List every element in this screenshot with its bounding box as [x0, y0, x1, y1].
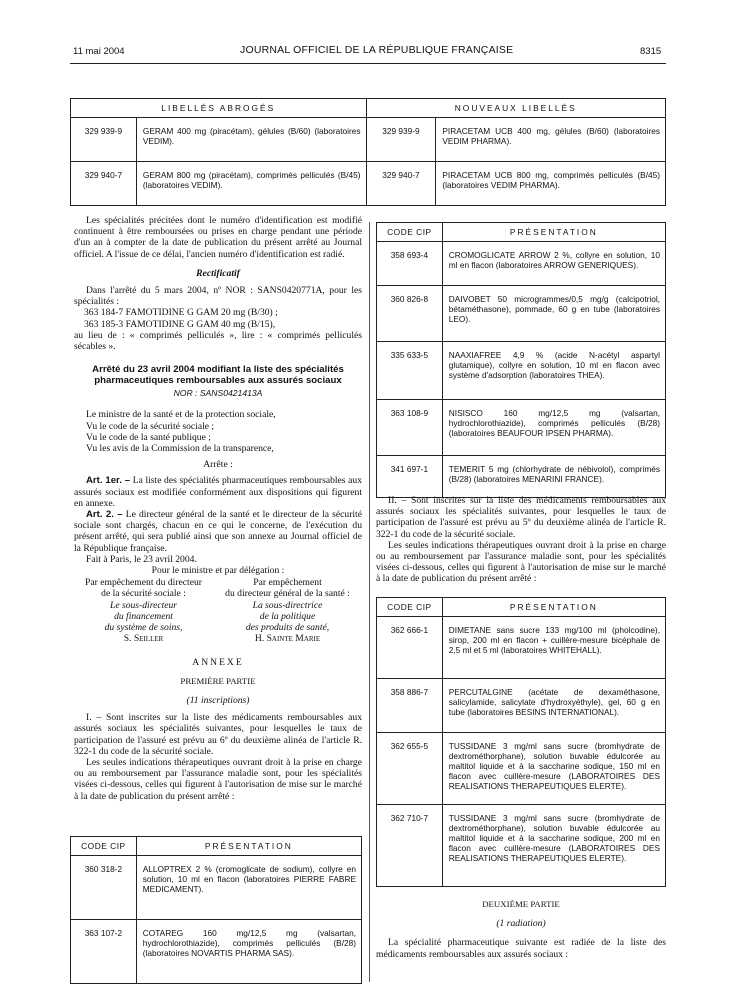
deuxieme-partie: [376, 899, 666, 960]
article-label: Art. 2. –: [86, 509, 123, 521]
col-header-nouveaux: NOUVEAUX LIBELLÉS: [366, 99, 666, 118]
col-header-code: CODE CIP: [71, 837, 137, 856]
top-table: [70, 98, 666, 206]
header-date: 11 mai 2004: [73, 46, 125, 57]
section-subtitle: (1 radiation): [496, 918, 546, 930]
signature-line: de la sécurité sociale :: [101, 588, 186, 600]
paragraph: Vu les avis de la Commission de la transparence,: [86, 443, 274, 455]
desc-cell: GERAM 400 mg (piracétam), gélules (B/60) (laboratoires VEDIM).: [136, 118, 366, 162]
paragraph: Le ministre de la santé et de la protection sociale,: [86, 409, 276, 421]
paragraph: Les spécialités précitées dont le numéro d'identification est modifié continuent à être remboursées ou prises en charge pendant une période d'un an à compter de la date de publication du présent arrêté au Journal officiel. A l'issue de ce délai, l'ancien numéro d'identification est radié.: [74, 215, 362, 260]
code-cell: 341 697-1: [377, 456, 443, 498]
paragraph: Pour le ministre et par délégation :: [151, 565, 285, 577]
code-cell: 329 939-9: [366, 118, 436, 162]
desc-cell: CROMOGLICATE ARROW 2 %, collyre en solution, 10 ml en flacon (laboratoires ARROW GENERIQUES).: [442, 242, 665, 286]
desc-cell: PERCUTALGINE (acétate de dexaméthasone, salicylamide, salicylate d'hydroxyéthyle), gel, 60 g en tube (laboratoires BESINS INTERNATIONAL).: [442, 679, 665, 733]
table-row: [377, 805, 666, 887]
paragraph: Fait à Paris, le 23 avril 2004.: [86, 553, 197, 565]
paragraph: au lieu de : « comprimés pelliculés », lire : « comprimés pelliculés sécables ».: [74, 329, 362, 353]
col-header-code: CODE CIP: [377, 223, 443, 242]
signature-line: La sous-directrice: [252, 599, 323, 611]
signature-name: H. Sainte Marie: [254, 633, 321, 645]
paragraph: La spécialité pharmaceutique suivante est radiée de la liste des médicaments remboursables aux assurés sociaux :: [376, 937, 666, 960]
journal-title: JOURNAL OFFICIEL DE LA RÉPUBLIQUE FRANÇAISE: [240, 44, 514, 56]
section-title: PREMIÈRE PARTIE: [180, 675, 256, 686]
inscriptions-table-right: [376, 222, 666, 498]
desc-cell: ALLOPTREX 2 % (cromoglicate de sodium), collyre en solution, 10 ml en flacon (laboratoires PIERRE FABRE MEDICAMENT).: [136, 856, 361, 920]
page-number: 8315: [640, 46, 662, 57]
code-cell: 363 108-9: [377, 400, 443, 456]
col-header-presentation: PRÉSENTATION: [442, 598, 665, 617]
table-row: [377, 617, 666, 679]
desc-cell: PIRACETAM UCB 400 mg, gélules (B/60) (laboratoires VEDIM PHARMA).: [436, 118, 666, 162]
code-cell: 362 655-5: [377, 733, 443, 805]
code-cell: 358 886-7: [377, 679, 443, 733]
code-cell: 362 666-1: [377, 617, 443, 679]
nor-reference: NOR : SANS0421413A: [173, 388, 263, 399]
code-cell: 363 107-2: [71, 920, 137, 984]
section-title: DEUXIÈME PARTIE: [482, 899, 560, 909]
paragraph: Vu le code de la santé publique ;: [86, 431, 211, 443]
desc-cell: COTAREG 160 mg/12,5 mg (valsartan, hydrochlorothiazide), comprimés pelliculés (B/28) (laboratoires NOVARTIS PHARMA SAS).: [136, 920, 361, 984]
right-column-text: [376, 495, 666, 585]
desc-cell: NAAXIAFREE 4,9 % (acide N-acétyl aspartyl glutamique), collyre en solution, 10 ml en flacon avec système d'adsorption (laboratoires THEA).: [442, 342, 665, 400]
table-row: [71, 920, 362, 984]
paragraph: Les seules indications thérapeutiques ouvrant droit à la prise en charge ou au remboursement par l'assurance maladie sont, pour les spécialités visées ci-dessous, celles qui figurent à l'autorisation de mise sur le marché à la date de publication du présent arrêté :: [376, 539, 666, 585]
arrete-label: Arrête :: [203, 459, 233, 471]
desc-cell: NISISCO 160 mg/12,5 mg (valsartan, hydrochlorothiazide), comprimés pelliculés (B/28) (laboratoires BEAUFOUR IPSEN PHARMA).: [442, 400, 665, 456]
annexe-title: ANNEXE: [192, 656, 244, 668]
table-row: [377, 456, 666, 498]
signature-left: [74, 577, 213, 644]
desc-cell: GERAM 800 mg (piracétam), comprimés pelliculés (B/45) (laboratoires VEDIM).: [136, 162, 366, 206]
signature-name: S. Seiller: [123, 633, 164, 645]
section-subtitle: (11 inscriptions): [186, 694, 250, 706]
col-header-abroges: LIBELLÉS ABROGÉS: [71, 99, 367, 118]
desc-cell: DIMETANE sans sucre 133 mg/100 ml (pholcodine), sirop, 200 ml en flacon + cuillère-mesure bicéphale de 2,5 ml et 5 ml (laboratoires WHITEHALL).: [442, 617, 665, 679]
desc-cell: TUSSIDANE 3 mg/ml sans sucre (bromhydrate de dextrométhorphane), solution buvable édulcorée au maltitol liquide et à la saccharine sodique, 200 ml en flacon avec cuillère-mesure (LABORATOIRES DES REALISATIONS THERAPEUTIQUES ELERTE).: [442, 805, 665, 887]
signature-line: Par empêchement: [253, 577, 322, 589]
signature-right: [213, 577, 362, 644]
code-cell: 360 826-8: [377, 286, 443, 342]
col-header-presentation: PRÉSENTATION: [136, 837, 361, 856]
code-cell: 360 318-2: [71, 856, 137, 920]
signature-line: de la politique: [259, 610, 316, 622]
inscriptions-table-left: [70, 836, 362, 984]
paragraph: Vu le code de la sécurité sociale ;: [86, 420, 215, 432]
code-cell: 329 940-7: [71, 162, 137, 206]
code-cell: 329 940-7: [366, 162, 436, 206]
table-row: [377, 400, 666, 456]
signature-line: du système de soins,: [104, 622, 183, 634]
desc-cell: PIRACETAM UCB 800 mg, comprimés pelliculés (B/45) (laboratoires VEDIM PHARMA).: [436, 162, 666, 206]
table-row: [71, 856, 362, 920]
table-row: [377, 242, 666, 286]
signature-line: du financement: [114, 610, 173, 622]
signature-line: du directeur général de la santé :: [225, 588, 350, 600]
table-row: [377, 679, 666, 733]
code-cell: 362 710-7: [377, 805, 443, 887]
desc-cell: TUSSIDANE 3 mg/ml sans sucre (bromhydrate de dextrométhorphane), solution buvable édulcorée au maltitol liquide et à la saccharine sodique, 150 ml en flacon avec cuillère-mesure (LABORATOIRES DES REALISATIONS THERAPEUTIQUES ELERTE).: [442, 733, 665, 805]
code-cell: 358 693-4: [377, 242, 443, 286]
table-row: [377, 286, 666, 342]
paragraph: I. – Sont inscrites sur la liste des médicaments remboursables aux assurés sociaux les spécialités suivantes, pour lesquelles le taux de participation de l'assuré est prévu au 6º du deuxième alinéa de l'article R. 322-1 du code de la sécurité sociale.: [74, 712, 362, 757]
desc-cell: DAIVOBET 50 microgrammes/0,5 mg/g (calcipotriol, bétaméthasone), pommade, 60 g en tube (laboratoires LEO).: [442, 286, 665, 342]
paragraph: II. – Sont inscrites sur la liste des médicaments remboursables aux assurés sociaux les spécialités suivantes, pour lesquelles le taux de participation de l'assuré est prévu au 5º du deuxième alinéa de l'article R. 322-1 du code de la sécurité sociale.: [376, 495, 666, 540]
paragraph: Dans l'arrêté du 5 mars 2004, nº NOR : SANS0420771A, pour les spécialités :: [74, 285, 362, 308]
col-header-presentation: PRÉSENTATION: [442, 223, 665, 242]
article-text: La liste des spécialités pharmaceutiques remboursables aux assurés sociaux est modifiée conformément aux dispositions qui figurent en annexe.: [74, 475, 362, 509]
col-header-code: CODE CIP: [377, 598, 443, 617]
list-item: 363 184-7 FAMOTIDINE G GAM 20 mg (B/30) ;: [84, 307, 278, 319]
desc-cell: TEMERIT 5 mg (chlorhydrate de nébivolol), comprimés (B/28) (laboratoires MENARINI FRANCE).: [442, 456, 665, 498]
article-text: Le directeur général de la santé et le directeur de la sécurité sociale sont chargés, chacun en ce qui le concerne, de l'exécution du présent arrêté, qui sera publié ainsi que son annexe au Journal officiel de la République française.: [74, 509, 362, 554]
table-row: [71, 162, 666, 206]
arrete-title: Arrêté du 23 avril 2004 modifiant la liste des spécialités pharmaceutiques remboursables aux assurés sociaux: [92, 364, 344, 387]
table-row: [377, 733, 666, 805]
signature-line: Le sous-directeur: [109, 599, 178, 611]
code-cell: 335 633-5: [377, 342, 443, 400]
paragraph: Les seules indications thérapeutiques ouvrant droit à la prise en charge ou au remboursement par l'assurance maladie sont, pour les spécialités visées ci-dessous, celles qui figurent à l'autorisation de mise sur le marché à la date de publication du présent arrêté :: [74, 756, 362, 802]
table-row: [377, 342, 666, 400]
signatures: [74, 577, 362, 644]
signature-line: des produits de santé,: [245, 622, 330, 634]
article-label: Art. 1er. –: [86, 475, 131, 487]
signature-line: Par empêchement du directeur: [85, 577, 202, 589]
code-cell: 329 939-9: [71, 118, 137, 162]
left-column: [74, 215, 362, 802]
inscriptions-table-right-2: [376, 597, 666, 887]
list-item: 363 185-3 FAMOTIDINE G GAM 40 mg (B/15),: [84, 318, 276, 330]
table-row: [71, 118, 666, 162]
rectificatif-title: Rectificatif: [196, 267, 240, 279]
